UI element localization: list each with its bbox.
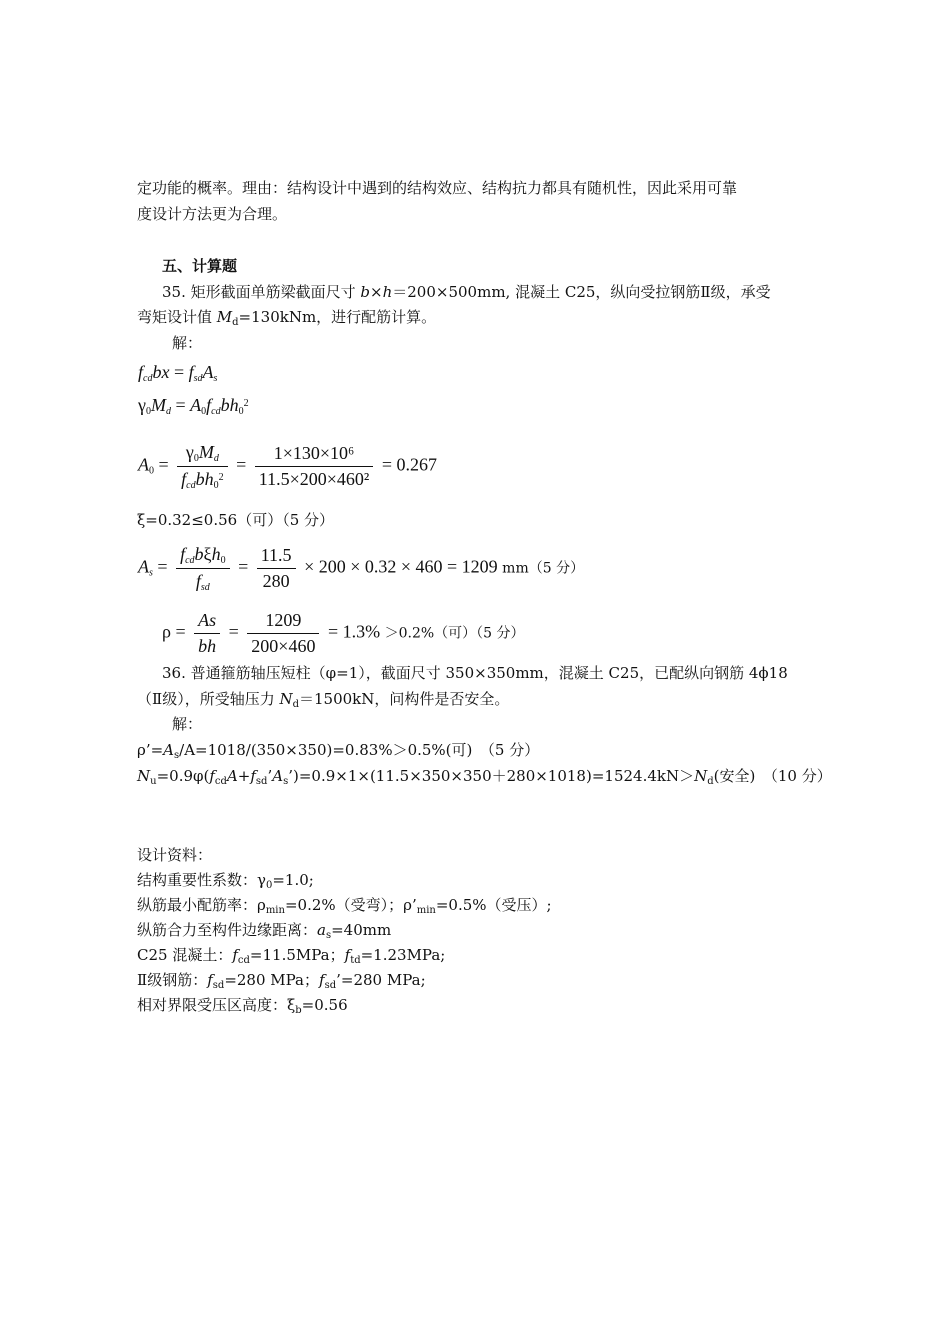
intro-line-2: 度设计方法更为合理。 bbox=[137, 205, 288, 223]
fraction-as-numeric: $\frac{11.5}{280}$ bbox=[257, 545, 296, 592]
q36-nu-line: $N_u=0.9\varphi(f_{cd}A+f_{sd}’A_s’)=0.9\times 1\times(11.5\times 350\times 350+280\times 1018)=1524.4kN>N_d$(安全) （10 分） bbox=[137, 767, 832, 787]
design-data-line-5: Ⅱ级钢筋：$f_{sd}=280$ MPa；$f_{sd}’=280$ MPa; bbox=[137, 971, 426, 991]
q35-line-2: 弯矩设计值 $M_d=130kNm$，进行配筋计算。 bbox=[137, 308, 437, 328]
fraction-numeric-a0: $\frac{\text{1×130×10⁶}}{\text{11.5×200×460²}}$ bbox=[255, 443, 374, 490]
design-data-title: 设计资料： bbox=[137, 846, 213, 864]
design-data-line-3: 纵筋合力至构件边缘距离：$a_s=40mm$ bbox=[137, 921, 392, 941]
q36-solution-label: 解： bbox=[172, 715, 203, 733]
q35-equation-2: $\gamma_0M_d = A_0f_{cd}bh_0^2$ bbox=[138, 395, 249, 417]
q36-line-1: 36. 普通箍筋轴压短柱（φ=1），截面尺寸 350×350mm，混凝土 C25，已配纵向钢筋 4ϕ18 bbox=[162, 664, 788, 682]
fraction-rho-numeric: $\frac{1209}{200\times 460}$ bbox=[247, 610, 319, 657]
section-heading: 五、计算题 bbox=[162, 257, 238, 275]
design-data-line-6: 相对界限受压区高度：$\xi_b=0.56$ bbox=[137, 996, 348, 1016]
q36-line-2: （Ⅱ级），所受轴压力 $N_d=1500kN$，问构件是否安全。 bbox=[137, 690, 510, 710]
q35-equation-4: $A_s$ = $\frac{f_{cd}b\xi h_0}{f_{sd}}$ = $\frac{11.5}{280}$ × 200 × 0.32 × 460 = 1209 mm（5 分） bbox=[138, 544, 585, 593]
q35-line-1: 35. 矩形截面单筋梁截面尺寸 b×h＝200×500mm, 混凝土 C25，纵向受拉钢筋Ⅱ级，承受 bbox=[162, 283, 771, 301]
design-data-line-4: C25 混凝土：$f_{cd}=11.5MPa$；$f_{td}=1.23MPa$; bbox=[137, 946, 446, 966]
q36-rho-line: $\rho’=A_s/A=1018/(350\times 350)=0.83\%>0.5\%$(可) （5 分） bbox=[137, 741, 540, 761]
fraction-rho-symbolic: $\frac{As}{bh}$ bbox=[194, 610, 220, 657]
fraction-gamma-m: $\frac{\gamma_0M_d}{f_{cd}bh_0^2}$ bbox=[177, 442, 227, 491]
design-data-line-1: 结构重要性系数：$\gamma_0=1.0$; bbox=[137, 871, 314, 891]
fraction-as-formula: $\frac{f_{cd}b\xi h_0}{f_{sd}}$ bbox=[176, 544, 230, 593]
q35-equation-3: $A_0$ = $\frac{\gamma_0M_d}{f_{cd}bh_0^2}$ = $\frac{\text{1×130×10⁶}}{\text{11.5×200×460²}}$ = 0.267 bbox=[138, 442, 437, 491]
q35-equation-1: $f_{cd}bx = f_{sd}A_s$ bbox=[138, 362, 218, 384]
q35-solution-label: 解： bbox=[172, 334, 203, 352]
design-data-line-2: 纵筋最小配筋率：$\rho_{min}=0.2\%$（受弯）；$\rho’_{min}=0.5\%$（受压）; bbox=[137, 896, 552, 916]
intro-line-1: 定功能的概率。理由：结构设计中遇到的结构效应、结构抗力都具有随机性，因此采用可靠 bbox=[137, 179, 738, 197]
q35-xi-line: ξ=0.32≤0.56（可）（5 分） bbox=[137, 511, 335, 529]
q35-equation-5: ρ = $\frac{As}{bh}$ = $\frac{1209}{200\times 460}$ = 1.3% ＞0.2%（可）（5 分） bbox=[162, 610, 525, 656]
